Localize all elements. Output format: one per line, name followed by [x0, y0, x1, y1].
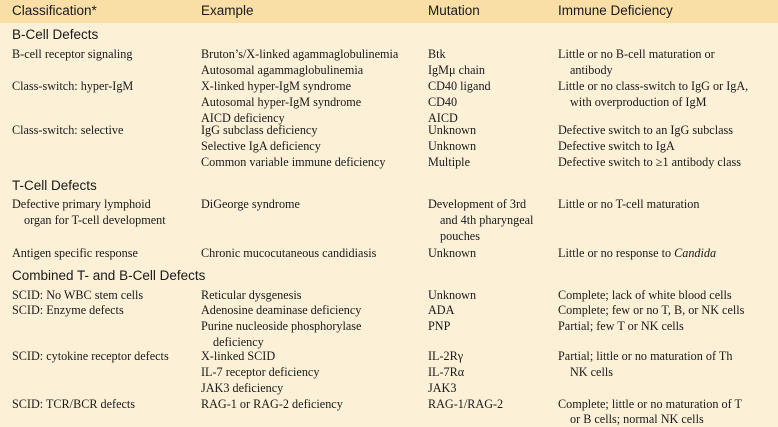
row-deficiency: Partial; little or no maturation of Th [558, 349, 733, 363]
row-mutation: Multiple [428, 155, 470, 169]
row-example: Chronic mucocutaneous candidiasis [201, 246, 377, 260]
row-classification: Class-switch: selective [12, 123, 124, 137]
section-t-cell-defects: T-Cell Defects [12, 178, 97, 193]
section-combined-defects: Combined T- and B-Cell Defects [12, 268, 206, 283]
row-mutation: Unknown [428, 288, 477, 302]
row-example: Common variable immune deficiency [201, 155, 386, 169]
row-mutation: RAG-1/RAG-2 [428, 397, 504, 411]
row-mutation: Unknown [428, 246, 477, 260]
row-mutation: ADA [428, 303, 455, 317]
row-example: Reticular dysgenesis [201, 288, 302, 302]
row-mutation: AICD [428, 111, 458, 125]
row-example: JAK3 deficiency [201, 381, 284, 395]
organism-name: Candida [674, 246, 717, 260]
header-classification: Classification* [12, 3, 97, 18]
row-deficiency: Defective switch to an IgG subclass [558, 123, 733, 137]
row-example: RAG-1 or RAG-2 deficiency [201, 397, 343, 411]
row-mutation: CD40 [428, 95, 458, 109]
row-example: IL-7 receptor deficiency [201, 365, 320, 379]
row-deficiency: Little or no class-switch to IgG or IgA, [558, 79, 749, 93]
row-example: Purine nucleoside phosphorylase [201, 319, 362, 333]
row-example: deficiency [213, 335, 264, 349]
row-mutation: IL-2Rγ [428, 349, 464, 363]
row-example: AICD deficiency [201, 111, 285, 125]
row-classification: SCID: cytokine receptor defects [12, 349, 169, 363]
row-deficiency: Defective switch to ≥1 antibody class [558, 155, 742, 169]
row-example: Adenosine deaminase deficiency [201, 303, 362, 317]
row-example: Autosomal hyper-IgM syndrome [201, 95, 362, 109]
row-example: Selective IgA deficiency [201, 139, 321, 153]
header-example: Example [201, 3, 254, 18]
row-mutation: Development of 3rd [428, 197, 527, 211]
row-classification: SCID: No WBC stem cells [12, 288, 144, 302]
row-deficiency: antibody [570, 63, 613, 77]
row-mutation: and 4th pharyngeal [440, 213, 534, 227]
row-classification: Class-switch: hyper-IgM [12, 79, 134, 93]
row-mutation: JAK3 [428, 381, 457, 395]
row-deficiency: with overproduction of IgM [570, 95, 707, 109]
row-mutation: CD40 ligand [428, 79, 491, 93]
row-example: X-linked hyper-IgM syndrome [201, 79, 352, 93]
row-deficiency: Little or no B-cell maturation or [558, 47, 715, 61]
row-example: X-linked SCID [201, 349, 276, 363]
row-classification: SCID: TCR/BCR defects [12, 397, 136, 411]
row-deficiency [558, 245, 716, 261]
row-mutation: Unknown [428, 139, 477, 153]
row-mutation: Btk [428, 47, 446, 61]
table-header [0, 0, 778, 23]
row-mutation: IL-7Rα [428, 365, 465, 379]
header-immune-deficiency: Immune Deficiency [558, 3, 673, 18]
row-example: IgG subclass deficiency [201, 123, 318, 137]
section-b-cell-defects: B-Cell Defects [12, 27, 99, 42]
row-deficiency: Complete; little or no maturation of T [558, 397, 742, 411]
row-deficiency: Defective switch to IgA [558, 139, 675, 153]
row-example: Autosomal agammaglobulinemia [201, 63, 364, 77]
row-deficiency: Complete; few or no T, B, or NK cells [558, 303, 745, 317]
row-classification: B-cell receptor signaling [12, 47, 133, 61]
row-deficiency: Complete; lack of white blood cells [558, 288, 732, 302]
deficiency-text: Little or no response to [558, 246, 675, 260]
row-example: Bruton’s/X-linked agammaglobulinemia [201, 47, 399, 61]
row-classification: SCID: Enzyme defects [12, 303, 124, 317]
row-deficiency: Partial; few T or NK cells [558, 319, 684, 333]
row-example: DiGeorge syndrome [201, 197, 300, 211]
row-classification: Antigen specific response [12, 246, 138, 260]
row-mutation: Unknown [428, 123, 477, 137]
row-deficiency: Little or no T-cell maturation [558, 197, 700, 211]
row-mutation: IgMμ chain [428, 63, 485, 77]
row-mutation: PNP [428, 319, 451, 333]
row-deficiency: or B cells; normal NK cells [570, 412, 704, 426]
row-deficiency: NK cells [570, 365, 613, 379]
row-classification: organ for T-cell development [24, 213, 166, 227]
row-classification: Defective primary lymphoid [12, 197, 151, 211]
header-mutation: Mutation [428, 3, 480, 18]
row-mutation: pouches [440, 229, 480, 243]
